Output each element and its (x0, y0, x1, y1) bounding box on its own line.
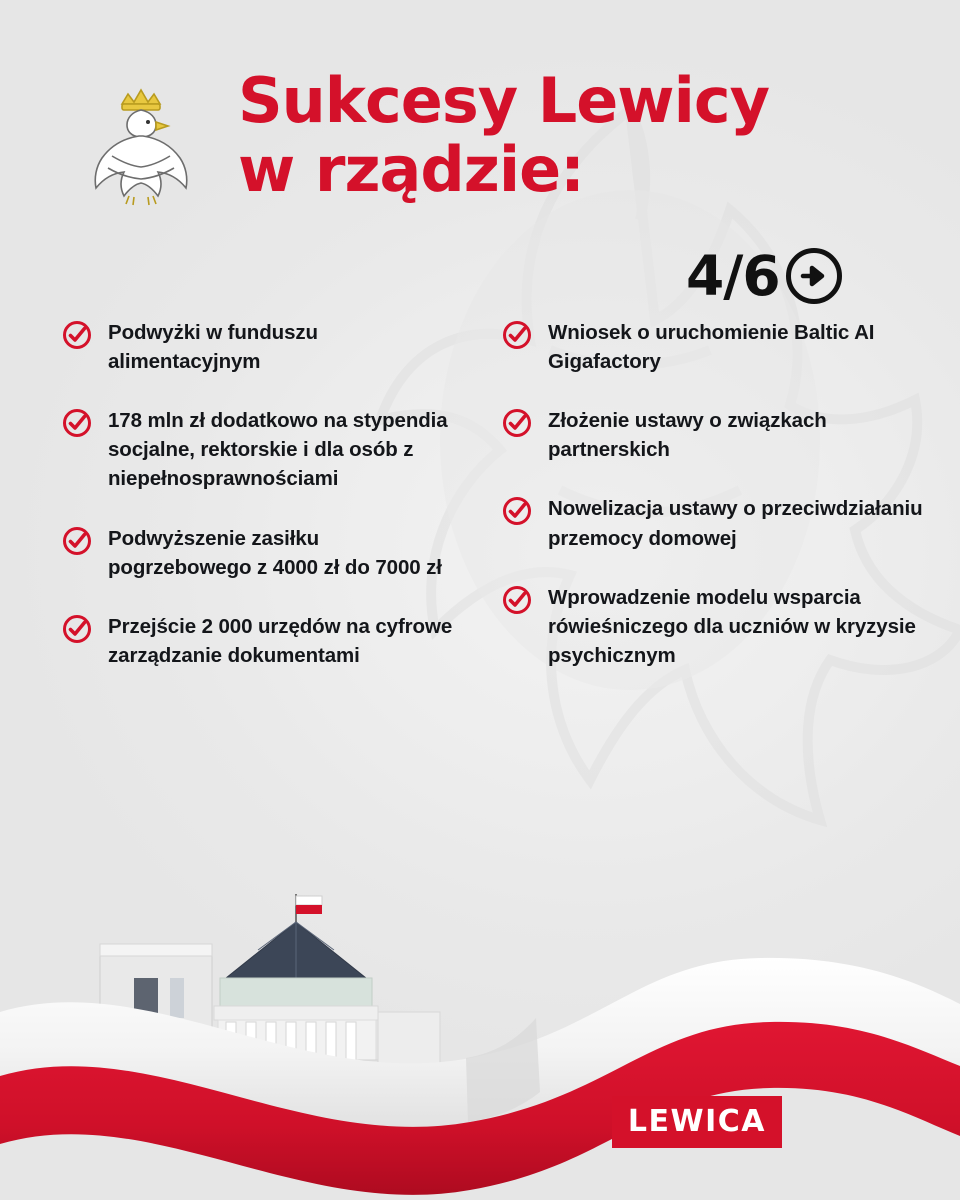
success-lists (0, 318, 960, 700)
header (0, 58, 960, 308)
check-circle-icon (62, 408, 92, 438)
lewica-logo: LEWICA (612, 1096, 782, 1148)
list-item-label: Nowelizacja ustawy o przeciwdziałaniu przemocy domowej (548, 497, 923, 550)
check-circle-icon (62, 320, 92, 350)
list-item (502, 583, 930, 670)
list-item-label: Podwyższenie zasiłku pogrzebowego z 4000 zł do 7000 zł (108, 526, 442, 579)
polish-flag-ribbon-icon (0, 940, 960, 1200)
check-circle-icon (62, 614, 92, 644)
list-item (62, 318, 464, 376)
list-item (502, 406, 930, 464)
check-circle-icon (502, 496, 532, 526)
list-item-label: Wniosek o uruchomienie Baltic AI Gigafactory (548, 321, 875, 374)
list-item (62, 406, 464, 493)
list-item (502, 494, 930, 552)
polish-eagle-crest-icon (82, 78, 200, 206)
list-item (502, 318, 930, 376)
list-item-label: Wprowadzenie modelu wsparcia rówieśniczego dla uczniów w kryzysie psychicznym (548, 585, 916, 667)
check-circle-icon (502, 585, 532, 615)
slide-counter-value: 4/6 (686, 244, 780, 308)
list-item-label: Podwyżki w funduszu alimentacyjnym (108, 321, 318, 374)
list-item-label: Złożenie ustawy o związkach partnerskich (548, 409, 827, 462)
slide-counter (686, 244, 842, 308)
left-column (0, 318, 480, 700)
right-column (480, 318, 960, 700)
footer-scene (0, 870, 960, 1200)
list-item (62, 524, 464, 582)
check-circle-icon (62, 526, 92, 556)
arrow-right-icon[interactable] (786, 248, 842, 304)
list-item-label: Przejście 2 000 urzędów na cyfrowe zarządzanie dokumentami (108, 614, 453, 667)
check-circle-icon (502, 320, 532, 350)
list-item-label: 178 mln zł dodatkowo na stypendia socjalne, rektorskie i dla osób z niepełnosprawnościami (108, 409, 448, 491)
page-title (238, 66, 878, 205)
title-line-1: Sukcesy Lewicy (238, 64, 769, 137)
list-item (62, 612, 464, 670)
title-line-2: w rządzie: (238, 133, 584, 207)
check-circle-icon (502, 408, 532, 438)
